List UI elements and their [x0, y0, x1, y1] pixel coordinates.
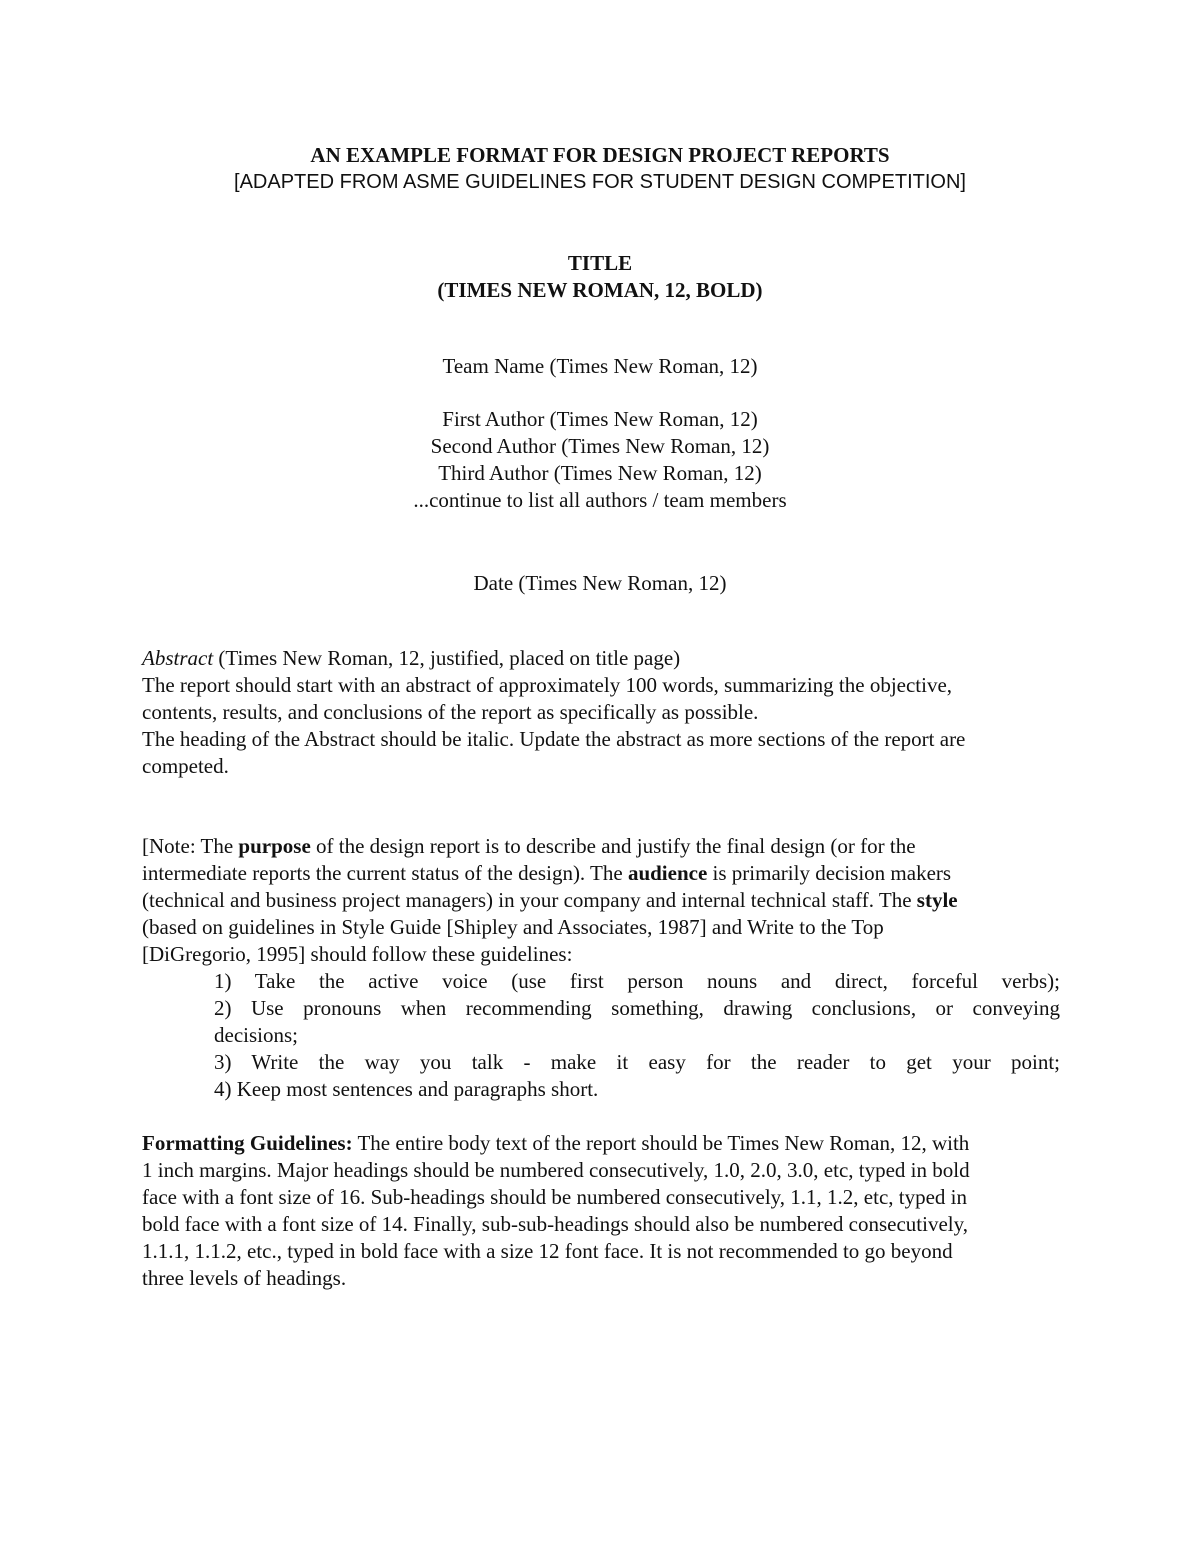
- formatting-heading: Formatting Guidelines:: [142, 1131, 353, 1155]
- guidelines-list: [214, 968, 1060, 1103]
- formatting-line: three levels of headings.: [142, 1266, 347, 1290]
- formatting-line: bold face with a font size of 14. Finally, sub-sub-headings should also be numbered consecutively,: [142, 1212, 969, 1236]
- formatting-line: 1 inch margins. Major headings should be numbered consecutively, 1.0, 2.0, 3.0, etc, typed in bold: [142, 1158, 970, 1182]
- document-subtitle: [ADAPTED FROM ASME GUIDELINES FOR STUDENT DESIGN COMPETITION]: [234, 171, 966, 193]
- note-line: [DiGregorio, 1995] should follow these guidelines:: [142, 942, 573, 966]
- report-date: Date (Times New Roman, 12): [473, 571, 727, 595]
- formatting-section: [142, 1130, 1060, 1292]
- document-title: AN EXAMPLE FORMAT FOR DESIGN PROJECT REPORTS: [310, 143, 890, 167]
- guideline-item: 3) Write the way you talk - make it easy for the reader to get your point;: [214, 1050, 1060, 1074]
- formatting-line: 1.1.1, 1.1.2, etc., typed in bold face with a size 12 font face. It is not recommended to go beyond: [142, 1239, 953, 1263]
- abstract-heading: Abstract: [142, 646, 214, 670]
- abstract-heading-note: (Times New Roman, 12, justified, placed on title page): [213, 646, 681, 670]
- note-line: [142, 833, 1060, 860]
- report-title-format: (TIMES NEW ROMAN, 12, BOLD): [437, 278, 763, 302]
- abstract-section: [142, 645, 1060, 780]
- note-bold-audience: audience: [627, 861, 708, 885]
- guideline-item: decisions;: [214, 1023, 298, 1047]
- note-text: (technical and business project managers) in your company and internal technical staff. The: [142, 888, 917, 912]
- note-text: [Note: The: [142, 834, 239, 858]
- team-name: Team Name (Times New Roman, 12): [442, 354, 758, 378]
- abstract-line: contents, results, and conclusions of the report as specifically as possible.: [142, 700, 759, 724]
- author-line: First Author (Times New Roman, 12): [442, 407, 758, 431]
- abstract-heading-line: [142, 645, 1060, 672]
- guideline-item: 4) Keep most sentences and paragraphs short.: [214, 1077, 599, 1101]
- abstract-line: competed.: [142, 754, 229, 778]
- note-bold-style: style: [916, 888, 958, 912]
- abstract-line: The heading of the Abstract should be italic. Update the abstract as more sections of the report are: [142, 727, 966, 751]
- report-title: TITLE: [567, 251, 633, 275]
- note-line: [142, 860, 1060, 887]
- formatting-line: face with a font size of 16. Sub-headings should be numbered consecutively, 1.1, 1.2, etc, typed in: [142, 1185, 968, 1209]
- note-line: [142, 887, 1060, 914]
- note-section: [142, 833, 1060, 968]
- abstract-line: The report should start with an abstract of approximately 100 words, summarizing the objective,: [142, 673, 953, 697]
- author-line: Third Author (Times New Roman, 12): [438, 461, 762, 485]
- note-text: of the design report is to describe and justify the final design (or for the: [310, 834, 916, 858]
- note-line: (based on guidelines in Style Guide [Shipley and Associates, 1987] and Write to the Top: [142, 915, 884, 939]
- note-text: intermediate reports the current status of the design). The: [142, 861, 628, 885]
- guideline-item: 1) Take the active voice (use first person nouns and direct, forceful verbs);: [214, 969, 1060, 993]
- guideline-item: 2) Use pronouns when recommending something, drawing conclusions, or conveying: [214, 996, 1060, 1020]
- formatting-text: The entire body text of the report should be Times New Roman, 12, with: [352, 1131, 970, 1155]
- author-line: Second Author (Times New Roman, 12): [430, 434, 770, 458]
- author-line: ...continue to list all authors / team members: [413, 488, 787, 512]
- note-bold-purpose: purpose: [238, 834, 311, 858]
- note-text: is primarily decision makers: [707, 861, 952, 885]
- formatting-line: [142, 1130, 1060, 1157]
